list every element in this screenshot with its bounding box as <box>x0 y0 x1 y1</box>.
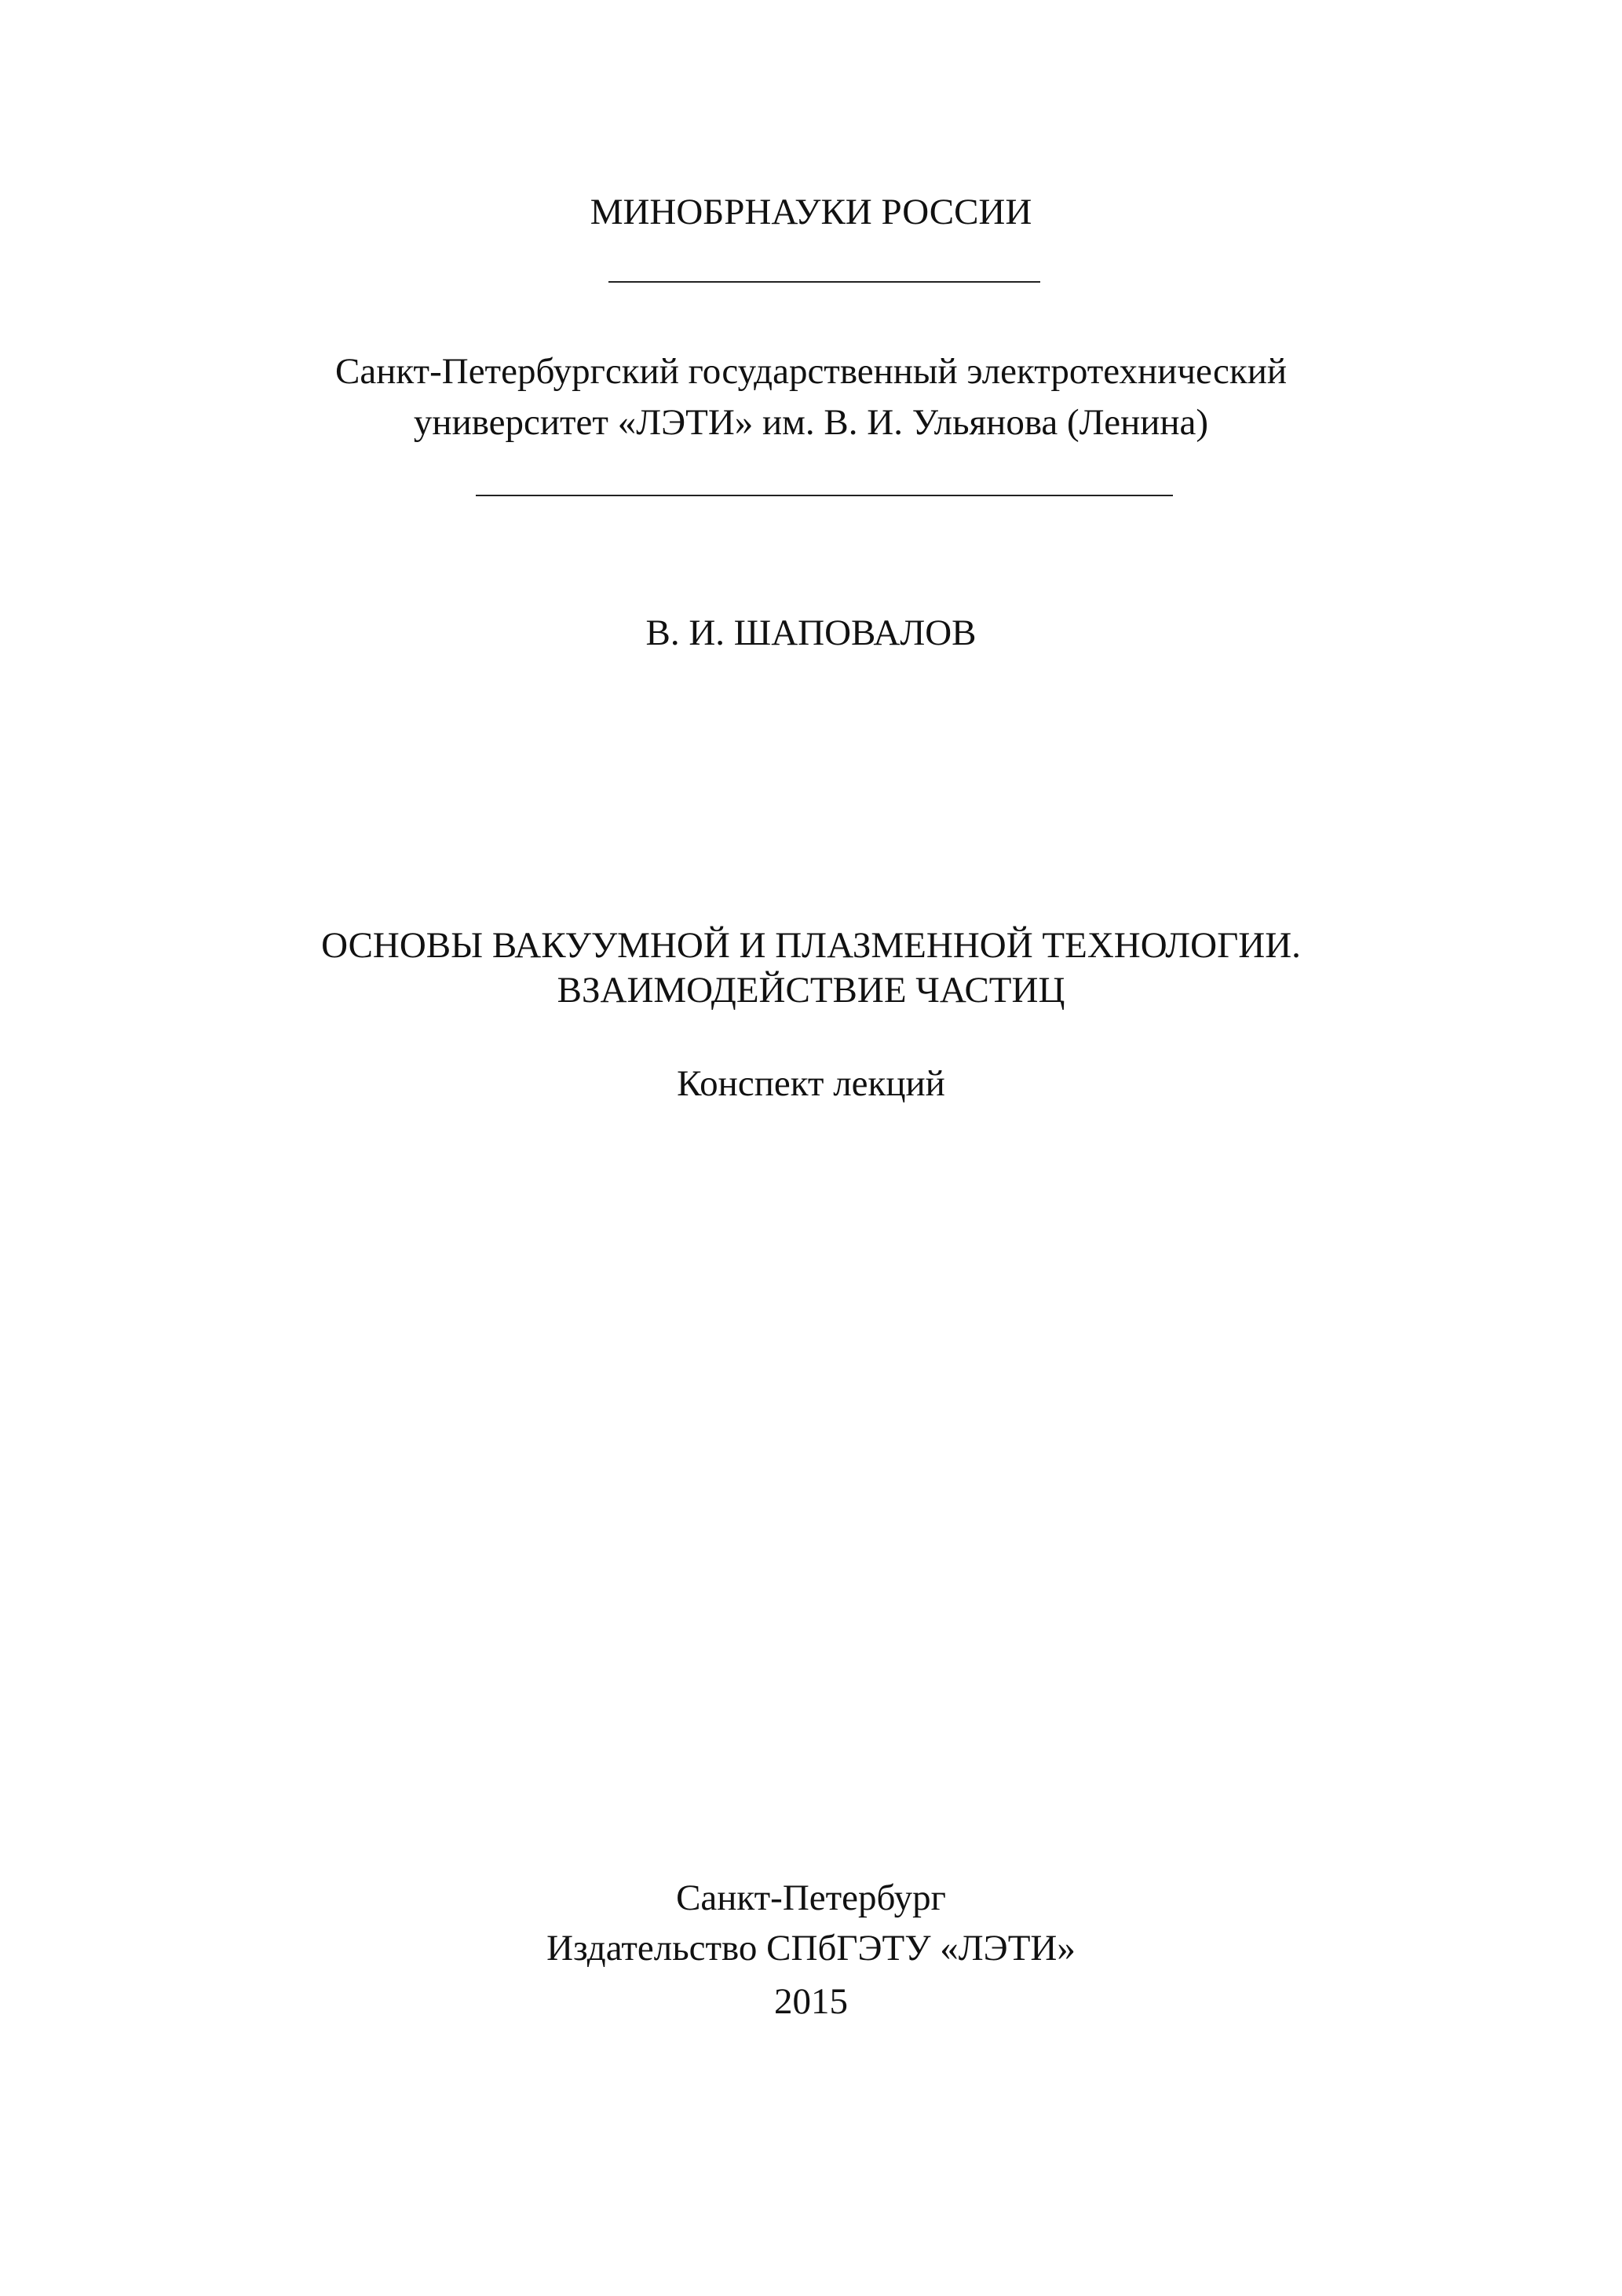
author-name: В. И. ШАПОВАЛОВ <box>645 612 977 653</box>
ministry-header: МИНОБРНАУКИ РОССИИ <box>590 192 1032 232</box>
ministry-divider <box>608 281 1040 283</box>
document-title-line2: ВЗАИМОДЕЙСТВИЕ ЧАСТИЦ <box>557 970 1065 1011</box>
university-name-line1: Санкт-Петербургский государственный электротехнический <box>334 351 1288 392</box>
imprint-year: 2015 <box>774 1981 848 2022</box>
university-name-line2: университет «ЛЭТИ» им. В. И. Ульянова (Ленина) <box>413 402 1209 443</box>
document-subtitle: Конспект лекций <box>677 1063 945 1104</box>
university-divider <box>476 495 1173 496</box>
imprint-publisher: Издательство СПбГЭТУ «ЛЭТИ» <box>546 1928 1076 1969</box>
document-title-line1: ОСНОВЫ ВАКУУМНОЙ И ПЛАЗМЕННОЙ ТЕХНОЛОГИИ. <box>321 925 1301 966</box>
imprint-city: Санкт-Петербург <box>676 1877 946 1918</box>
